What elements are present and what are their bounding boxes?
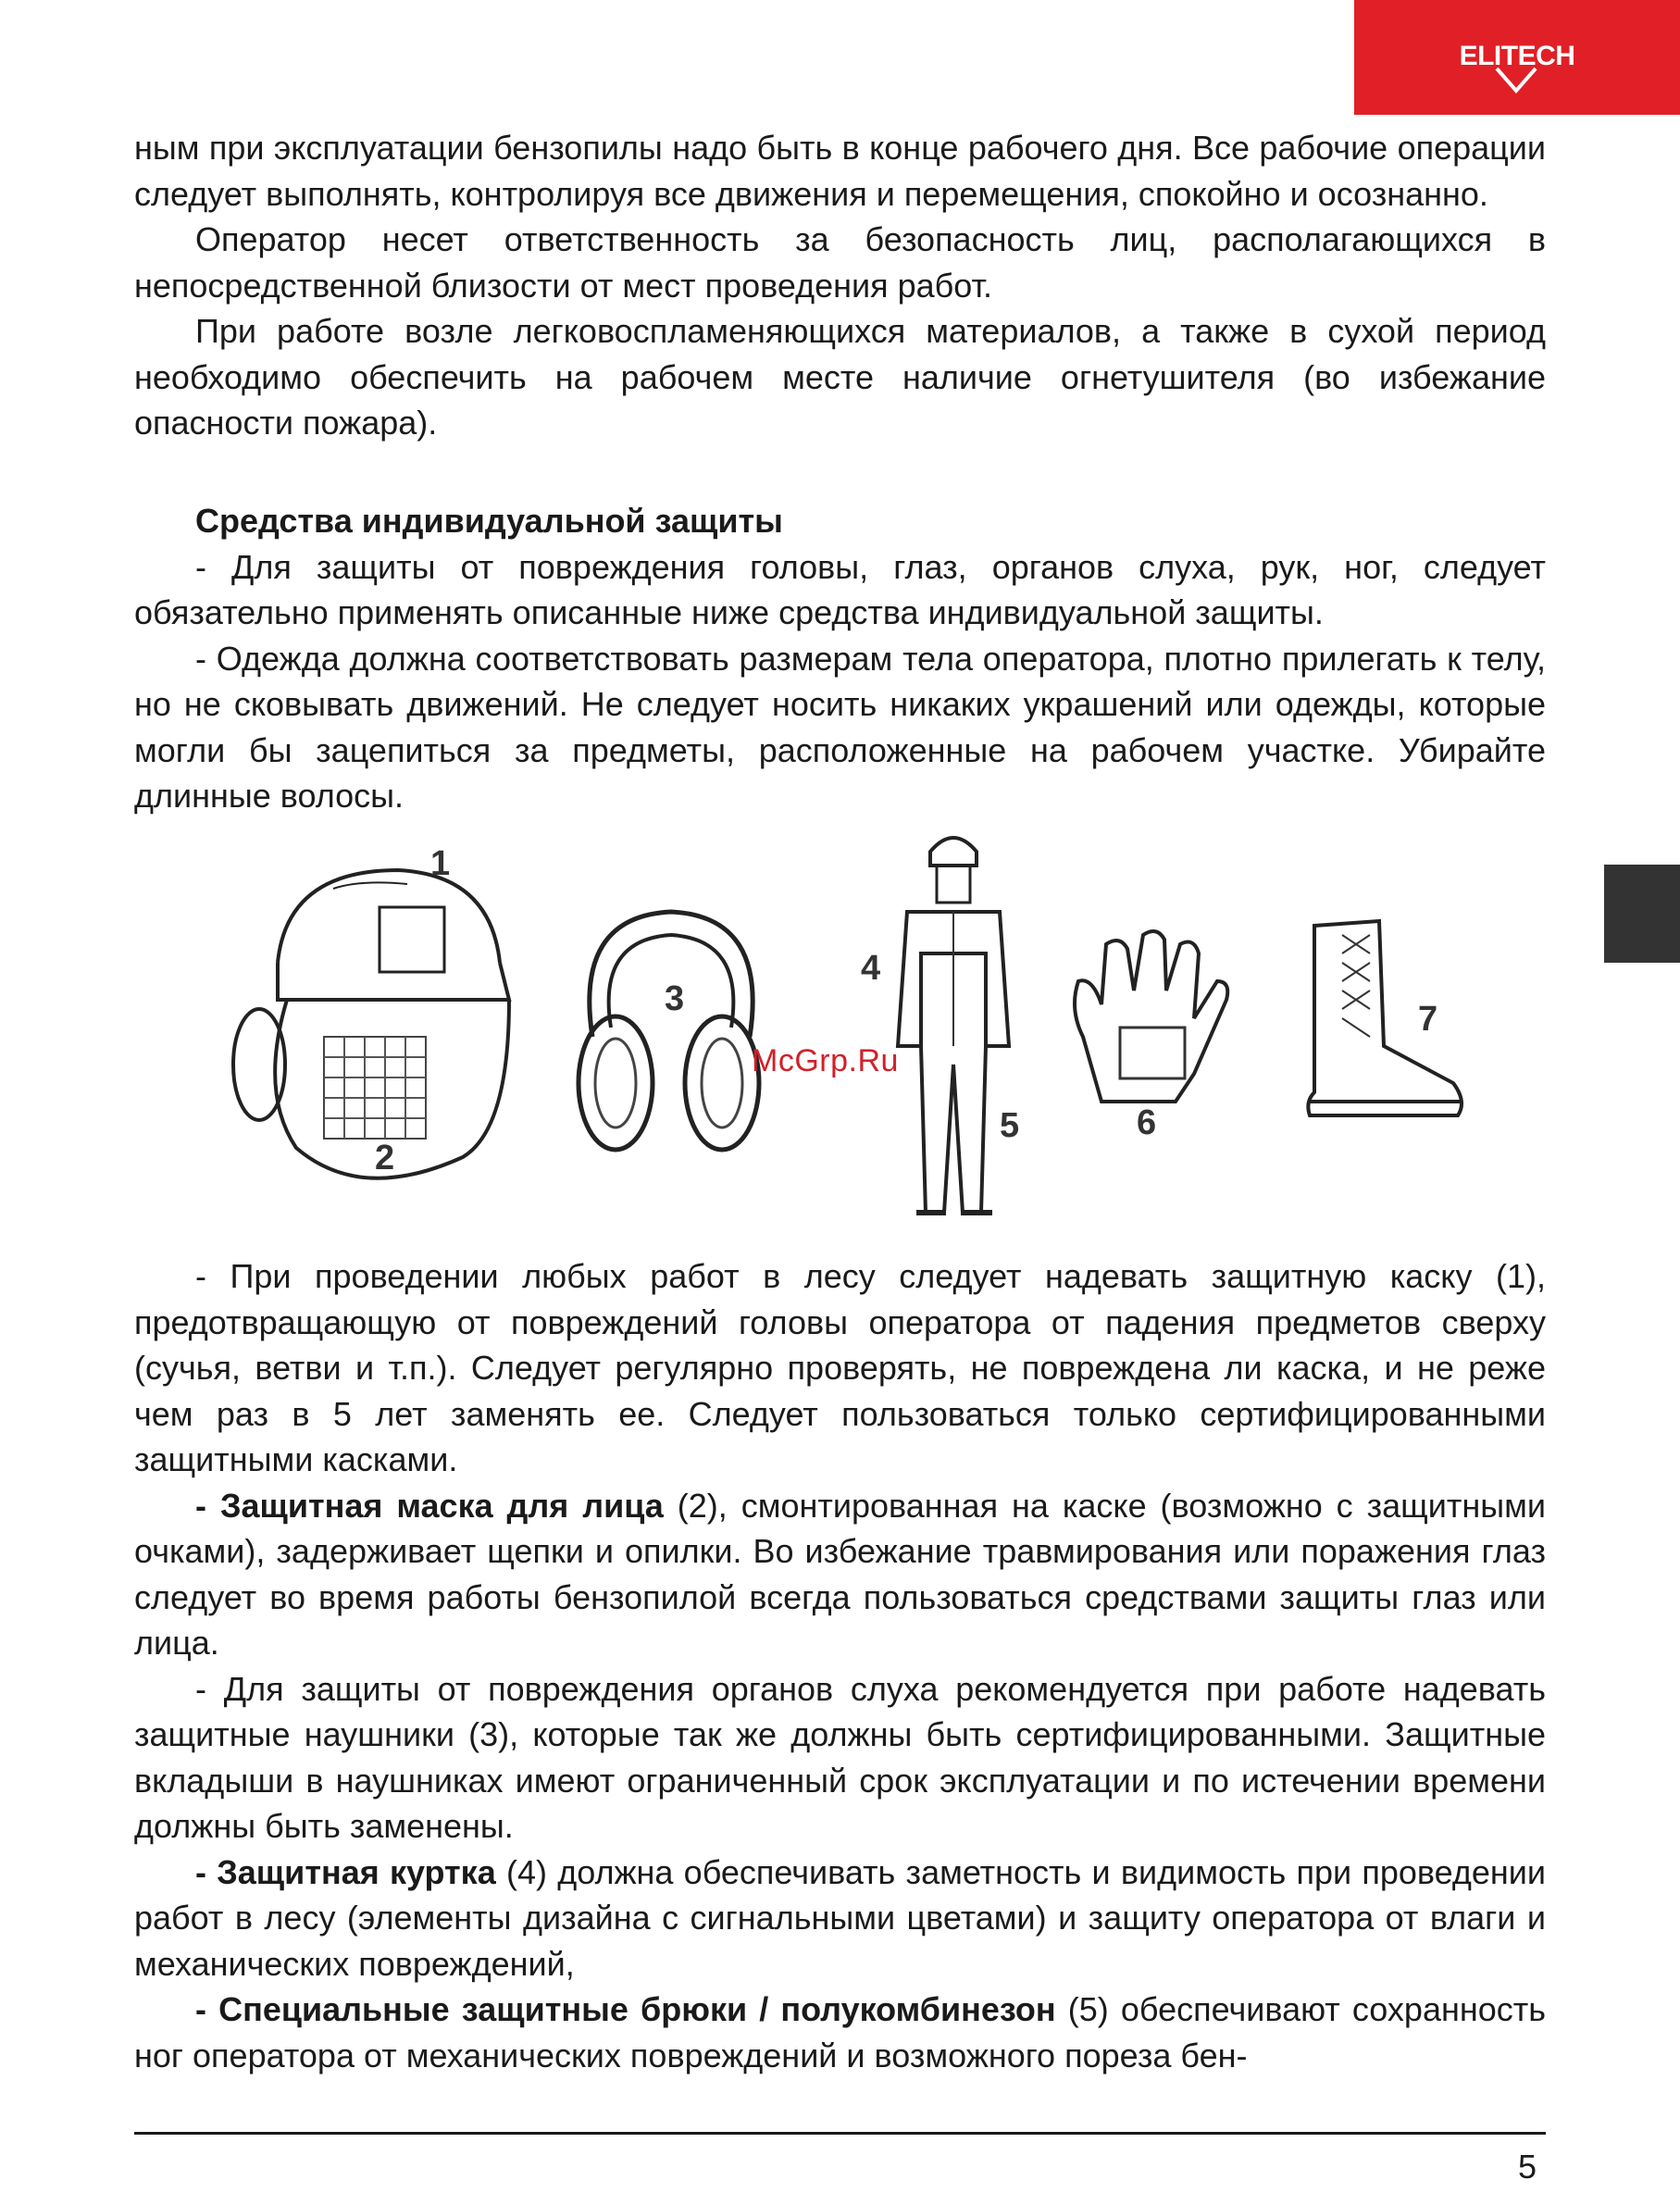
protective-glove-icon	[1064, 926, 1240, 1111]
detail-paragraph-jacket	[134, 1850, 1546, 1987]
label-4: 4	[861, 949, 881, 988]
operator-in-protective-clothing-icon	[889, 824, 1018, 1231]
ear-protectors-icon	[565, 898, 778, 1166]
label-1: 1	[430, 844, 451, 883]
detail-paragraph-ear-protectors: - Для защиты от повреждения органов слуха рекомендуется при работе надевать защитные наушники (3), которые так же должны быть сертифицированными. Защитные вкладыши в наушниках имеют ограниченный срок эксплуатации и по истечении времени должны быть заменены.	[134, 1669, 1546, 1845]
ppe-section-heading: Средства индивидуальной защиты	[195, 502, 783, 540]
label-6: 6	[1137, 1103, 1157, 1142]
detail-jacket-text: (4) должна обеспечивать заметность и видимость при проведении работ в лесу (элементы дизайна с сигнальными цветами) и защиту оператора от влаги и механических повреждений,	[134, 1852, 1546, 1983]
detail-face-mask-text: (2), смонтированная на каске (возможно с защитными очками), задерживает щепки и опилки. Во избежание травмирования или поражения глаз следует во время работы бензопилой всегда пользоваться средствами защиты глаз или лица.	[134, 1486, 1546, 1662]
ppe-paragraph-2: - Одежда должна соответствовать размерам тела оператора, плотно прилегать к телу, но не сковывать движений. Не следует носить никаких украшений или одежды, которые могли бы зацепиться за предметы, расположенные на рабочем участке. Убирайте длинные волосы.	[134, 639, 1546, 815]
intro-paragraph-1: ным при эксплуатации бензопилы надо быть в конце рабочего дня. Все рабочие операции следует выполнять, контролируя все движения и перемещения, спокойно и осознанно.	[134, 129, 1546, 213]
logo-text: ELITECH	[1459, 41, 1575, 71]
logo-triangle-icon	[1495, 67, 1537, 94]
ppe-section	[134, 498, 1546, 819]
page-number: 5	[1518, 2148, 1537, 2186]
ppe-paragraph-1: - Для защиты от повреждения головы, глаз, органов слуха, рук, ног, следует обязательно применять описанные ниже средства индивидуальной защиты.	[134, 547, 1546, 631]
detail-jacket-title: - Защитная куртка	[195, 1852, 496, 1891]
ppe-illustration	[222, 824, 1472, 1240]
detail-paragraph-trousers	[134, 1987, 1546, 2078]
intro-paragraph-2: Оператор несет ответственность за безопасность лиц, располагающихся в непосредственной близости от мест проведения работ.	[134, 220, 1546, 305]
intro-paragraph-3: При работе возле легковоспламеняющихся материалов, а также в сухой период необходимо обеспечить на рабочем месте наличие огнетушителя (во избежание опасности пожара).	[134, 312, 1546, 442]
section-tab-marker	[1604, 865, 1680, 963]
label-3: 3	[665, 979, 685, 1018]
detail-paragraph-face-mask	[134, 1483, 1546, 1666]
detail-trousers-title: - Специальные защитные брюки / полукомбинезон	[195, 1990, 1056, 2028]
elitech-logo	[1354, 0, 1680, 115]
detail-trousers-text: (5) обеспечивают сохранность ног оператора от механических повреждений и возможного пореза бен-	[134, 1990, 1546, 2074]
label-2: 2	[375, 1139, 395, 1177]
ppe-details-block	[134, 1253, 1546, 2078]
watermark-text: McGrp.Ru	[752, 1043, 899, 1078]
footer-divider	[134, 2132, 1546, 2135]
intro-text-block	[134, 125, 1546, 446]
label-7: 7	[1418, 1000, 1438, 1039]
protective-boot-icon	[1296, 916, 1472, 1129]
detail-paragraph-helmet: - При проведении любых работ в лесу следует надевать защитную каску (1), предотвращающую от повреждений головы оператора от падения предметов сверху (сучья, ветви и т.п.). Следует регулярно проверять, не повреждена ли каска, и не реже чем раз в 5 лет заменять ее. Следует пользоваться только сертифицированными защитными касками.	[134, 1257, 1546, 1478]
detail-face-mask-title: - Защитная маска для лица	[195, 1486, 664, 1525]
label-5: 5	[1000, 1106, 1020, 1145]
